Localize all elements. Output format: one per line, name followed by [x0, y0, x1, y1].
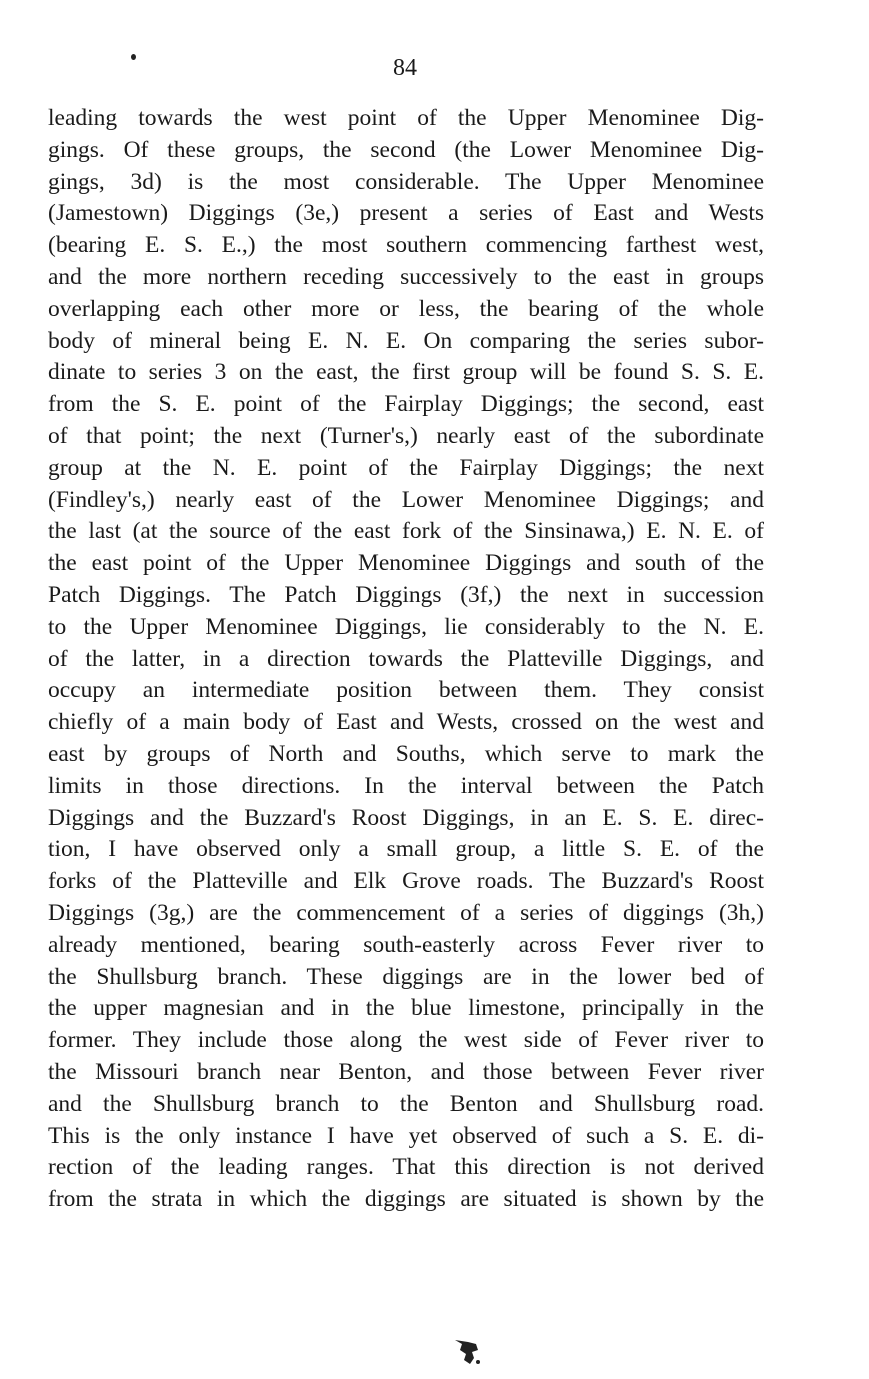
text-line: occupy an intermediate position between them. They consist — [48, 677, 764, 704]
text-line: dinate to series 3 on the east, the first group will be found S. S. E. — [48, 359, 764, 386]
text-line: rection of the leading ranges. That this direction is not derived — [48, 1154, 764, 1181]
text-line: body of mineral being E. N. E. On comparing the series subor- — [48, 327, 764, 354]
ink-blot — [452, 1338, 482, 1366]
text-line: leading towards the west point of the Upper Menominee Dig- — [48, 105, 764, 131]
text-line: Diggings (3g,) are the commencement of a series of diggings (3h,) — [48, 899, 764, 926]
text-line: overlapping each other more or less, the bearing of the whole — [48, 295, 764, 322]
text-line: of that point; the next (Turner's,) nearly east of the subordinate — [48, 422, 764, 449]
text-line: of the latter, in a direction towards the Platteville Diggings, and — [48, 645, 764, 672]
text-line: group at the N. E. point of the Fairplay Diggings; the next — [48, 454, 764, 481]
text-line: the upper magnesian and in the blue limestone, principally in the — [48, 995, 764, 1022]
text-line: the Missouri branch near Benton, and those between Fever river — [48, 1058, 764, 1085]
text-line: and the Shullsburg branch to the Benton and Shullsburg road. — [48, 1090, 764, 1117]
text-line: tion, I have observed only a small group, a little S. E. of the — [48, 836, 764, 863]
text-line: forks of the Platteville and Elk Grove roads. The Buzzard's Roost — [48, 868, 764, 895]
text-line: (Jamestown) Diggings (3e,) present a series of East and Wests — [48, 200, 764, 227]
text-line: (bearing E. S. E.,) the most southern commencing farthest west, — [48, 232, 764, 259]
text-line: chiefly of a main body of East and Wests, crossed on the west and — [48, 709, 764, 736]
text-line: and the more northern receding successively to the east in groups — [48, 263, 764, 290]
text-line: from the strata in which the diggings are situated is shown by the — [48, 1186, 764, 1213]
text-line: to the Upper Menominee Diggings, lie considerably to the N. E. — [48, 613, 764, 640]
page-number: 84 — [393, 55, 417, 81]
text-line: former. They include those along the west side of Fever river to — [48, 1027, 764, 1054]
text-line: This is the only instance I have yet observed of such a S. E. di- — [48, 1122, 764, 1149]
text-line: Patch Diggings. The Patch Diggings (3f,) the next in succession — [48, 581, 764, 608]
text-line: limits in those directions. In the interval between the Patch — [48, 772, 764, 799]
text-line: already mentioned, bearing south-easterly across Fever river to — [48, 931, 764, 958]
text-line: the east point of the Upper Menominee Diggings and south of the — [48, 550, 764, 577]
body-text — [48, 103, 764, 1216]
text-line: (Findley's,) nearly east of the Lower Menominee Diggings; and — [48, 486, 764, 513]
text-line: the Shullsburg branch. These diggings are in the lower bed of — [48, 963, 764, 990]
text-line: Diggings and the Buzzard's Roost Diggings, in an E. S. E. direc- — [48, 804, 764, 831]
text-line: gings. Of these groups, the second (the Lower Menominee Dig- — [48, 136, 764, 163]
text-line: from the S. E. point of the Fairplay Diggings; the second, east — [48, 391, 764, 418]
text-line: gings, 3d) is the most considerable. The Upper Menominee — [48, 168, 764, 195]
text-line: the last (at the source of the east fork of the Sinsinawa,) E. N. E. of — [48, 518, 764, 545]
text-line: east by groups of North and Souths, which serve to mark the — [48, 740, 764, 767]
